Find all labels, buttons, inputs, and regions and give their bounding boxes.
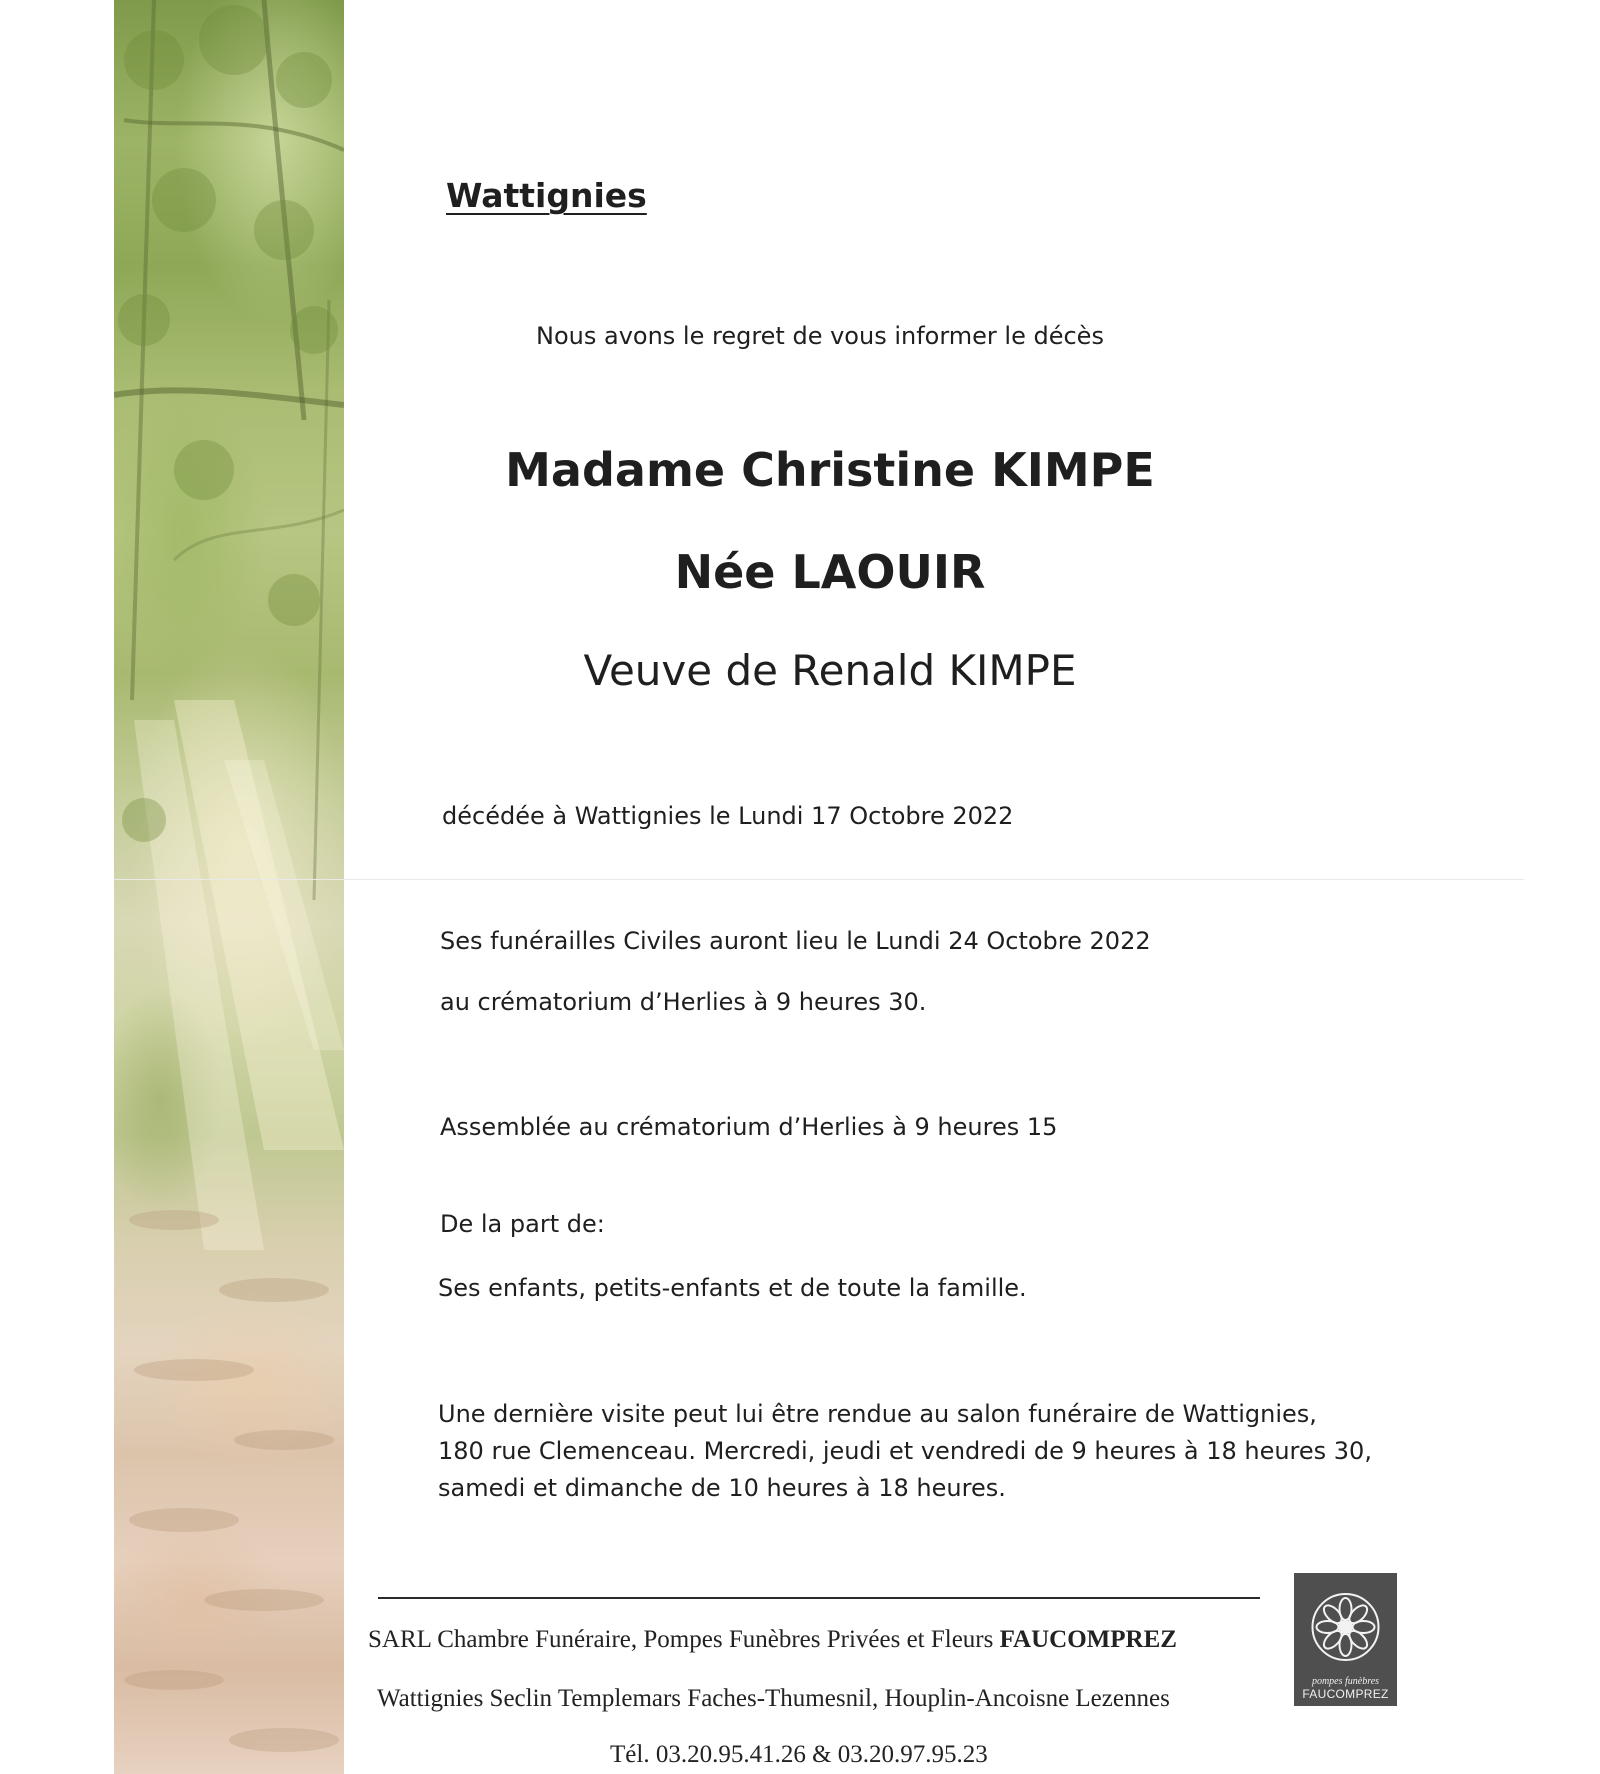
company-phone: Tél. 03.20.95.41.26 & 03.20.97.95.23 (610, 1741, 988, 1768)
from-label: De la part de: (440, 1210, 605, 1238)
visit-line: samedi et dimanche de 10 heures à 18 heures. (438, 1474, 1006, 1502)
visit-line: Une dernière visite peut lui être rendue au salon funéraire de Wattignies, (438, 1400, 1317, 1428)
visit-line: 180 rue Clemenceau. Mercredi, jeudi et vendredi de 9 heures à 18 heures 30, (438, 1437, 1372, 1465)
forest-illustration (114, 0, 344, 1774)
from-family-text: Ses enfants, petits-enfants et de toute la famille. (438, 1274, 1027, 1302)
logo-name: FAUCOMPREZ (1302, 1687, 1389, 1701)
flower-rosette-icon (1309, 1587, 1382, 1667)
intro-text: Nous avons le regret de vous informer le décès (536, 322, 1104, 350)
company-line (368, 1626, 1177, 1654)
company-name: FAUCOMPREZ (999, 1626, 1177, 1653)
funeral-text-line-2: au crématorium d’Herlies à 9 heures 30. (440, 988, 927, 1016)
assembly-text: Assemblée au crématorium d’Herlies à 9 heures 15 (440, 1113, 1058, 1141)
town-heading: Wattignies (446, 176, 647, 215)
death-date-text: décédée à Wattignies le Lundi 17 Octobre 2022 (442, 802, 1014, 830)
logo-subtitle: pompes funèbres (1311, 1676, 1380, 1687)
paper-fold-line (114, 879, 1524, 880)
funeral-text-line-1: Ses funérailles Civiles auront lieu le Lundi 24 Octobre 2022 (440, 927, 1151, 955)
faucomprez-logo (1294, 1573, 1397, 1706)
maiden-name: Née LAOUIR (674, 545, 986, 599)
deceased-name: Madame Christine KIMPE (505, 443, 1155, 497)
footer-divider (378, 1597, 1260, 1599)
visit-paragraph (438, 1396, 1372, 1507)
company-prefix: SARL Chambre Funéraire, Pompes Funèbres Privées et Fleurs (368, 1626, 994, 1653)
widow-of-text: Veuve de Renald KIMPE (583, 646, 1077, 695)
company-towns: Wattignies Seclin Templemars Faches-Thumesnil, Houplin-Ancoisne Lezennes (377, 1685, 1170, 1712)
forest-path-image (114, 0, 344, 1774)
